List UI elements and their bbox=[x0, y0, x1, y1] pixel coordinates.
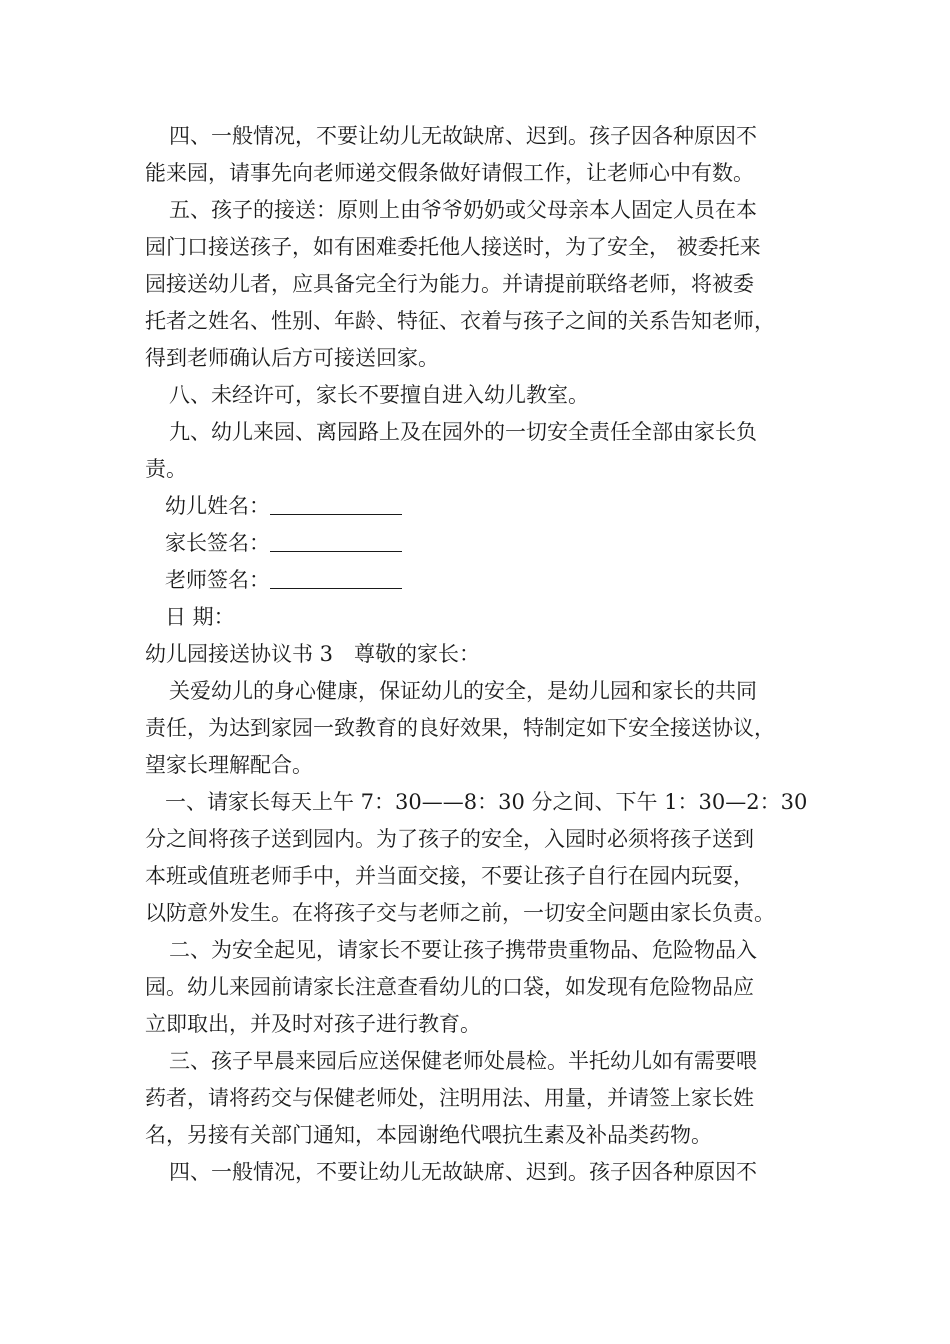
text-line: 责。 bbox=[145, 457, 187, 481]
text-line: 以防意外发生。在将孩子交与老师之前，一切安全问题由家长负责。 bbox=[145, 901, 775, 925]
signature-row-parent-sign bbox=[145, 525, 809, 562]
text-line: 能来园，请事先向老师递交假条做好请假工作，让老师心中有数。 bbox=[145, 161, 754, 185]
text-line: 四、一般情况，不要让幼儿无故缺席、迟到。孩子因各种原因不 bbox=[169, 1160, 757, 1184]
text-line: 八、未经许可，家长不要擅自进入幼儿教室。 bbox=[169, 383, 589, 407]
text-line: 名，另接有关部门通知，本园谢绝代喂抗生素及补品类药物。 bbox=[145, 1123, 712, 1147]
signature-block bbox=[145, 488, 809, 636]
signature-blank-field[interactable] bbox=[270, 566, 402, 589]
signature-blank-field[interactable] bbox=[270, 529, 402, 552]
text-line: 药者，请将药交与保健老师处，注明用法、用量，并请签上家长姓 bbox=[145, 1086, 754, 1110]
text-line: 得到老师确认后方可接送回家。 bbox=[145, 346, 439, 370]
text-line: 一、请家长每天上午 7：30——8：30 分之间、下午 1：30—2：30 bbox=[165, 790, 808, 814]
text-line: 三、孩子早晨来园后应送保健老师处晨检。半托幼儿如有需要喂 bbox=[169, 1049, 757, 1073]
date-label: 日 期： bbox=[165, 605, 235, 629]
signature-label: 家长签名： bbox=[165, 531, 270, 555]
signature-label: 幼儿姓名： bbox=[165, 494, 270, 518]
document-body bbox=[145, 118, 809, 1191]
text-line: 九、幼儿来园、离园路上及在园外的一切安全责任全部由家长负 bbox=[169, 420, 757, 444]
agreement-3-section bbox=[145, 636, 809, 1191]
text-line: 园接送幼儿者，应具备完全行为能力。并请提前联络老师，将被委 bbox=[145, 272, 754, 296]
text-line: 二、为安全起见，请家长不要让孩子携带贵重物品、危险物品入 bbox=[169, 938, 757, 962]
text-line: 园门口接送孩子，如有困难委托他人接送时，为了安全， 被委托来 bbox=[145, 235, 761, 259]
text-line: 分之间将孩子送到园内。为了孩子的安全，入园时必须将孩子送到 bbox=[145, 827, 754, 851]
text-line: 责任，为达到家园一致教育的良好效果，特制定如下安全接送协议， bbox=[145, 716, 775, 740]
signature-row-child-name bbox=[145, 488, 809, 525]
agreement-clauses-top bbox=[145, 118, 809, 488]
text-line: 立即取出，并及时对孩子进行教育。 bbox=[145, 1012, 481, 1036]
signature-blank-field[interactable] bbox=[270, 492, 402, 515]
text-line: 望家长理解配合。 bbox=[145, 753, 313, 777]
text-line: 幼儿园接送协议书 3 尊敬的家长： bbox=[145, 642, 481, 666]
text-line: 四、一般情况，不要让幼儿无故缺席、迟到。孩子因各种原因不 bbox=[169, 124, 757, 148]
signature-row-teacher-sign bbox=[145, 562, 809, 599]
text-line: 本班或值班老师手中，并当面交接，不要让孩子自行在园内玩耍， bbox=[145, 864, 754, 888]
text-line: 园。幼儿来园前请家长注意查看幼儿的口袋，如发现有危险物品应 bbox=[145, 975, 754, 999]
text-line: 关爱幼儿的身心健康，保证幼儿的安全，是幼儿园和家长的共同 bbox=[169, 679, 757, 703]
signature-label: 老师签名： bbox=[165, 568, 270, 592]
text-line: 托者之姓名、性别、年龄、特征、衣着与孩子之间的关系告知老师， bbox=[145, 309, 775, 333]
text-line: 五、孩子的接送：原则上由爷爷奶奶或父母亲本人固定人员在本 bbox=[169, 198, 757, 222]
